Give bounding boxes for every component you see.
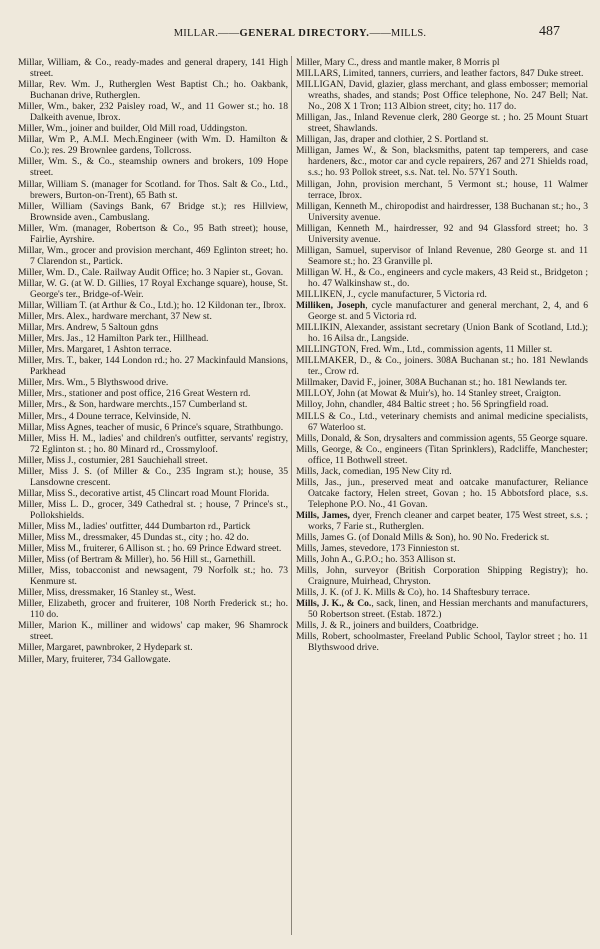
directory-entry: MILLIKIN, Alexander, assistant secretary (Union Bank of Scotland, Ltd.); ho. 16 Ailsa dr., Langside. (296, 322, 588, 345)
directory-entry: Millar, Wm., grocer and provision merchant, 469 Eglinton street; ho. 7 Clarendon st., Partick. (18, 244, 288, 267)
directory-entry: Milligan, Samuel, supervisor of Inland Revenue, 280 George st. and 11 Seamore st.; ho. 23 Granville pl. (296, 244, 588, 267)
directory-entry: Miller, Mrs., stationer and post office, 216 Great Western rd. (18, 388, 251, 400)
directory-entry: Milligan, Jas, draper and clothier, 2 S. Portland st. (296, 134, 489, 146)
directory-entry: Miller, Miss M., fruiterer, 6 Allison st. ; ho. 69 Prince Edward street. (18, 543, 282, 555)
directory-entry: Mills, J. & R., joiners and builders, Coatbridge. (296, 620, 479, 632)
page-number: 487 (539, 24, 560, 39)
directory-entry: Milliken, Joseph, cycle manufacturer and general merchant, 2, 4, and 6 George st. and 5 Victoria rd. (296, 300, 588, 323)
directory-entry: Miller, Mary C., dress and mantle maker, 8 Morris pl (296, 57, 500, 68)
directory-entry: Millar, William T. (at Arthur & Co., Ltd.); ho. 12 Kildonan ter., Ibrox. (18, 300, 287, 312)
directory-entry: Miller, Elizabeth, grocer and fruiterer, 108 North Frederick st.; ho. 110 do. (18, 598, 288, 621)
directory-entry: Mills, James, stevedore, 173 Finnieston st. (296, 543, 460, 555)
directory-entry: Miller, Marion K., milliner and widows' cap maker, 96 Shamrock street. (18, 620, 288, 643)
running-title (0, 28, 600, 39)
directory-entry: Mills, John A., G.P.O.; ho. 353 Allison st. (296, 554, 456, 566)
directory-entry: Miller, Mrs. Margaret, 1 Ashton terrace. (18, 344, 172, 356)
directory-entry: Miller, Mary, fruiterer, 734 Gallowgate. (18, 653, 171, 665)
directory-entry: Millar, Mrs. Andrew, 5 Saltoun gdns (18, 322, 159, 334)
directory-entry: Miller, Mrs., 4 Doune terrace, Kelvinside, N. (18, 410, 191, 422)
directory-entry: MILLIKEN, J., cycle manufacturer, 5 Victoria rd. (296, 288, 487, 300)
directory-entry: Millar, William S. (manager for Scotland. for Thos. Salt & Co., Ltd., brewers, Burton-on-Trent), 65 Bath st. (18, 178, 288, 201)
right-column (296, 57, 588, 935)
directory-entry: Mills, John, surveyor (British Corporation Shipping Registry); ho. Craignure, Muirhead, Chryston. (296, 565, 588, 588)
directory-entry: Miller, Mrs. Alex., hardware merchant, 37 New st. (18, 311, 212, 323)
directory-entry: Miller, Wm. (manager, Robertson & Co., 95 Bath street); house, Fairlie, Ayrshire. (18, 222, 288, 245)
directory-entry: Miller, Margaret, pawnbroker, 2 Hydepark st. (18, 642, 193, 654)
directory-entry: Mills, J. K. (of J. K. Mills & Co), ho. 14 Shaftesbury terrace. (296, 587, 530, 599)
directory-entry: MILLINGTON, Fred. Wm., Ltd., commission agents, 11 Miller st. (296, 344, 553, 356)
directory-entry: Millar, Rev. Wm. J., Rutherglen West Baptist Ch.; ho. Oakbank, Buchanan drive, Rutherglen. (18, 79, 288, 102)
directory-entry: Miller, Mrs. Wm., 5 Blythswood drive. (18, 377, 169, 389)
directory-entry: Mills, J. K., & Co., sack, linen, and Hessian merchants and manufacturers, 50 Robertson street. (Estab. 1872.) (296, 598, 588, 621)
directory-entry: Miller, Miss J. S. (of Miller & Co., 235 Ingram st.); house, 35 Lansdowne crescent. (18, 465, 288, 488)
directory-entry: Millar, W. G. (at W. D. Gillies, 17 Royal Exchange square), house, St. George's ter., Bridge-of-Weir. (18, 277, 288, 300)
directory-entry: Miller, Miss, tobacconist and newsagent, 79 Norfolk st.; ho. 73 Kenmure st. (18, 565, 288, 588)
directory-entry: MILLARS, Limited, tanners, curriers, and leather factors, 847 Duke street. (296, 68, 584, 80)
header-right-word: MILLS. (390, 28, 427, 39)
directory-entry: Miller, Mrs. Jas., 12 Hamilton Park ter., Hillhead. (18, 333, 209, 345)
directory-entry: Mills, George, & Co., engineers (Titan Sprinklers), Radcliffe, Manchester; office, 11 Bothwell street. (296, 443, 588, 466)
directory-entry: Miller, William (Savings Bank, 67 Bridge st.); res Hillview, Brownside aven., Cambuslang. (18, 200, 288, 223)
directory-entry: Miller, Wm. D., Cale. Railway Audit Office; ho. 3 Napier st., Govan. (18, 266, 284, 278)
directory-entry: Millar, Miss Agnes, teacher of music, 6 Prince's square, Strathbungo. (18, 421, 284, 433)
directory-entry: Milligan W. H., & Co., engineers and cycle makers, 43 Reid st., Bridgeton ; ho. 47 Walkinshaw st., do. (296, 266, 588, 289)
directory-entry: Miller, Miss, dressmaker, 16 Stanley st., West. (18, 587, 196, 599)
directory-entry: Mills, Donald, & Son, drysalters and commission agents, 55 George square. (296, 432, 588, 444)
header-title: GENERAL DIRECTORY. (239, 28, 370, 39)
directory-entry: Millar, William, & Co., ready-mades and general drapery, 141 High street. (18, 57, 288, 80)
left-column (18, 57, 288, 935)
directory-entry: Milligan, Kenneth M., hairdresser, 92 and 94 Glassford street; ho. 3 University avenue. (296, 222, 588, 245)
directory-entry: Miller, Wm. S., & Co., steamship owners and brokers, 109 Hope street. (18, 156, 288, 179)
entry-bold-name: Milliken, Joseph (296, 300, 366, 312)
directory-entry: MILLMAKER, D., & Co., joiners. 308A Buchanan st.; ho. 181 Newlands ter., Crow rd. (296, 355, 588, 378)
directory-entry: MILLOY, John (at Mowat & Muir's), ho. 14 Stanley street, Craigton. (296, 388, 562, 400)
directory-entry: Mills, Robert, schoolmaster, Freeland Public School, Taylor street ; ho. 11 Blythswood drive. (296, 631, 588, 654)
directory-entry: Mills, Jas., jun., preserved meat and oatcake manufacturer, Reliance Oatcake factory, Helen street, Govan ; ho. 15 Abbotsford place, s.s. Telephone P.O. No., 41 Govan. (296, 476, 588, 510)
header-dash-left: —— (218, 28, 240, 39)
directory-entry: Miller, Miss J., costumier, 281 Sauchiehall street. (18, 454, 208, 466)
directory-entry: Milligan, Jas., Inland Revenue clerk, 280 George st. ; ho. 25 Mount Stuart street, Shawlands. (296, 112, 588, 135)
directory-entry: Millar, Wm P., A.M.I. Mech.Engineer (with Wm. D. Hamilton & Co.); res. 29 Brownlee gardens, Tollcross. (18, 134, 288, 157)
directory-entry: Milligan, James W., & Son, blacksmiths, patent tap temperers, and case hardeners, &c., motor car and cycle repairers, 267 and 271 Shields road, s.s.; ho. 93 Pollok street, s.s. Nat. tel. No. 57Y1 South. (296, 145, 588, 179)
directory-entry: Miller, Mrs. T., baker, 144 London rd.; ho. 27 Mackinfauld Mansions, Parkhead (18, 355, 288, 378)
directory-entry: Miller, Mrs., & Son, hardware merchts.,157 Cumberland st. (18, 399, 248, 411)
directory-entry: Millar, Miss S., decorative artist, 45 Clincart road Mount Florida. (18, 487, 270, 499)
directory-entry: Miller, Miss H. M., ladies' and children's outfitter, servants' registry, 72 Eglinton st. ; ho. 80 Minard rd., Crossmyloof. (18, 432, 288, 455)
column-divider (291, 56, 292, 935)
directory-entry: Miller, Wm., baker, 232 Paisley road, W., and 11 Gower st.; ho. 18 Dalkeith avenue, Ibrox. (18, 101, 288, 124)
directory-entry: MILLIGAN, David, glazier, glass merchant, and glass embosser; memorial wreaths, shades, and stands; Post Office telephone, No. 247 Bell; Nat. No., 208 X 1 Tron; 113 Albion street, city; ho. 117 do. (296, 79, 588, 113)
directory-entry: Miller, Miss M., ladies' outfitter, 444 Dumbarton rd., Partick (18, 520, 251, 532)
entry-bold-name: Mills, J. K., & Co. (296, 598, 372, 610)
directory-entry: Mills, James, dyer, French cleaner and carpet beater, 175 West street, s.s. ; works, 7 Farie st., Rutherglen. (296, 509, 588, 532)
directory-entry: Milloy, John, chandler, 484 Baltic street ; ho. 56 Springfield road. (296, 399, 549, 411)
directory-entry: Miller, Miss (of Bertram & Miller), ho. 56 Hill st., Garnethill. (18, 554, 256, 566)
directory-entry: Milligan, John, provision merchant, 5 Vermont st.; house, 11 Walmer terrace, Ibrox. (296, 178, 588, 201)
directory-entry: Milligan, Kenneth M., chiropodist and hairdresser, 138 Buchanan st.; ho., 3 University avenue. (296, 200, 588, 223)
directory-entry: Miller, Miss L. D., grocer, 349 Cathedral st. ; house, 7 Prince's st., Pollokshields. (18, 498, 288, 521)
directory-entry: Mills, Jack, comedian, 195 New City rd. (296, 465, 452, 477)
header-left-word: MILLAR. (173, 28, 219, 39)
header-dash-right: —— (369, 28, 391, 39)
directory-entry: Miller, Wm., joiner and builder, Old Mill road, Uddingston. (18, 123, 248, 135)
directory-entry: Miller, Miss M., dressmaker, 45 Dundas st., city ; ho. 42 do. (18, 532, 249, 544)
directory-entry: Millmaker, David F., joiner, 308A Buchanan st.; ho. 181 Newlands ter. (296, 377, 568, 389)
entry-bold-name: Mills, James, (296, 509, 350, 521)
directory-entry: MILLS & Co., Ltd., veterinary chemists and animal medicine specialists, 67 Waterloo st. (296, 410, 588, 433)
directory-entry: Mills, James G. (of Donald Mills & Son), ho. 90 No. Frederick st. (296, 532, 550, 544)
running-header (0, 24, 600, 46)
